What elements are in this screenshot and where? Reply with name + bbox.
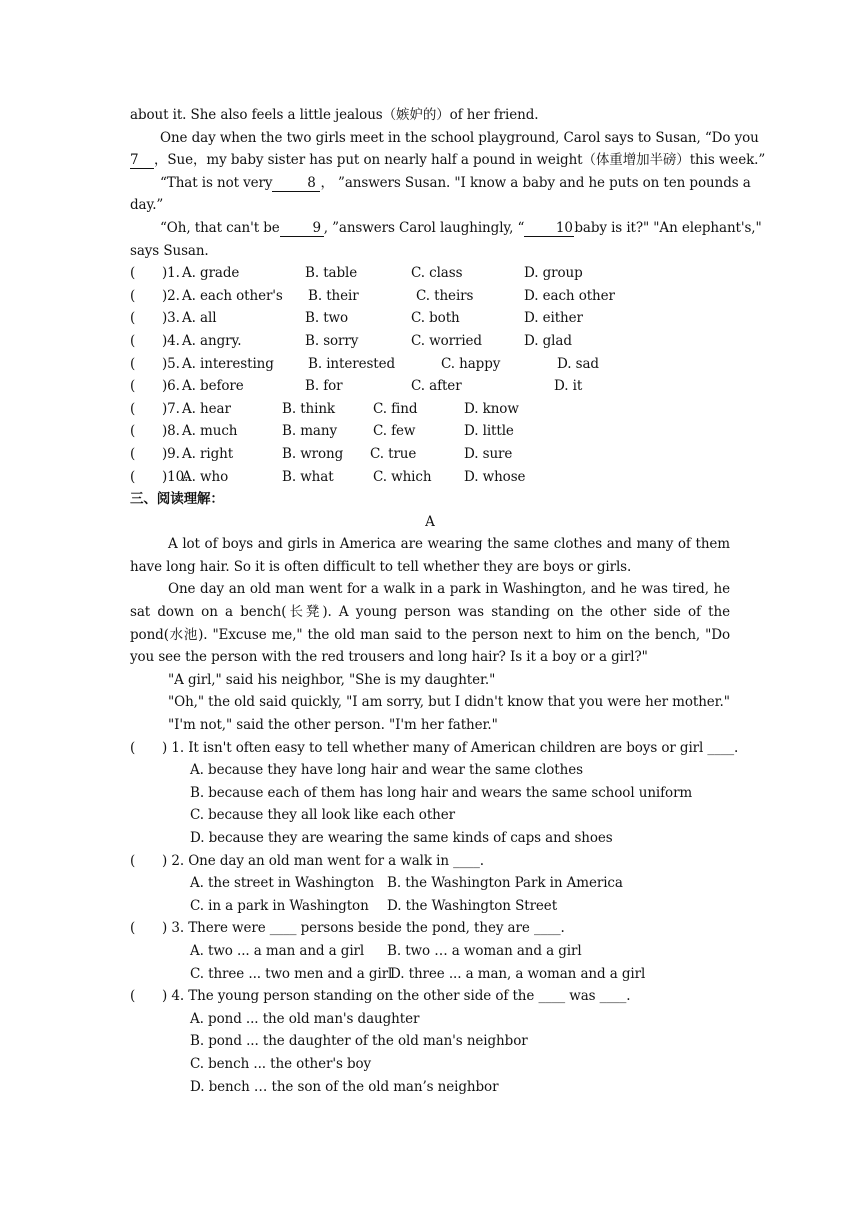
cloze-option: B. sorry — [305, 332, 359, 349]
passage-line — [130, 149, 766, 172]
passage-line — [130, 217, 762, 240]
cloze-option: C. after — [411, 378, 462, 395]
passage-paragraph: "I'm not," said the other person. "I'm her father." — [168, 717, 498, 734]
passage-line: One day when the two girls meet in the school playground, Carol says to Susan, “Do you — [160, 129, 759, 146]
cloze-option: B. wrong — [282, 445, 344, 462]
cloze-option: D. glad — [524, 332, 572, 349]
cloze-option: D. group — [524, 265, 583, 282]
cloze-number: ( )7. — [130, 400, 180, 417]
cloze-option: A. all — [182, 310, 217, 327]
question-option: A. two ... a man and a girl — [190, 942, 365, 959]
cloze-option: C. both — [411, 310, 460, 327]
cloze-option: D. sad — [557, 355, 599, 372]
cloze-option: D. whose — [464, 468, 526, 485]
cloze-number: ( )6. — [130, 378, 180, 395]
cloze-options — [130, 262, 730, 488]
cloze-option-row — [130, 285, 730, 308]
cloze-option: A. before — [182, 378, 244, 395]
question-option: C. bench ... the other's boy — [190, 1055, 372, 1072]
question-option: B. the Washington Park in America — [387, 875, 623, 892]
passage-line: day.” — [130, 197, 164, 214]
cloze-number: ( )9. — [130, 445, 180, 462]
question-option: A. pond ... the old man's daughter — [190, 1010, 420, 1027]
cloze-option: D. it — [554, 378, 583, 395]
passage-line: about it. She also feels a little jealous（嫉妒的）of her friend. — [130, 107, 539, 123]
question-stem: ( ) 4. The young person standing on the other side of the ____ was ____. — [130, 988, 631, 1005]
question-option: B. because each of them has long hair and wears the same school uniform — [190, 784, 693, 801]
cloze-option: B. table — [305, 265, 358, 282]
question-stem: ( ) 2. One day an old man went for a walk in ____. — [130, 852, 484, 869]
cloze-option: C. few — [373, 423, 416, 440]
question-option-row — [130, 940, 730, 963]
question-option: D. three ... a man, a woman and a girl — [390, 965, 646, 982]
question-option: C. because they all look like each other — [190, 807, 455, 824]
blank-7: 7 — [130, 152, 154, 169]
cloze-option: C. theirs — [416, 287, 474, 304]
question-stem: ( ) 1. It isn't often easy to tell whether many of American children are boys or girl ____. — [130, 739, 739, 756]
cloze-option-row — [130, 330, 730, 353]
document-content — [130, 104, 766, 1098]
cloze-option-row — [130, 307, 730, 330]
cloze-option: C. happy — [441, 355, 501, 372]
cloze-option: A. grade — [182, 265, 240, 282]
cloze-option: D. little — [464, 423, 514, 440]
cloze-option: C. class — [411, 265, 463, 282]
cloze-option: D. sure — [464, 445, 513, 462]
cloze-number: ( )8. — [130, 423, 180, 440]
cloze-option: B. interested — [308, 355, 396, 372]
cloze-number: ( )10. — [130, 468, 189, 485]
cloze-option: A. much — [182, 423, 238, 440]
passage-text: baby is it?" "An elephant's," — [574, 219, 762, 236]
cloze-option: B. their — [308, 287, 359, 304]
question-option-row — [130, 872, 730, 895]
cloze-option-row — [130, 375, 730, 398]
blank-9: 9 — [280, 220, 324, 237]
cloze-option: B. what — [282, 468, 334, 485]
cloze-option-row — [130, 353, 730, 376]
blank-10: 10 — [524, 220, 574, 237]
cloze-option: C. true — [370, 445, 417, 462]
question-stem: ( ) 3. There were ____ persons beside the pond, they are ____. — [130, 920, 565, 937]
cloze-number: ( )5. — [130, 355, 180, 372]
cloze-option-row — [130, 398, 730, 421]
question-option: D. because they are wearing the same kinds of caps and shoes — [190, 830, 613, 846]
cloze-option: C. find — [373, 400, 418, 417]
cloze-option: D. know — [464, 400, 519, 417]
passage-text: , ”answers Carol laughingly, “ — [323, 219, 525, 236]
cloze-option: B. many — [282, 423, 337, 440]
passage-line — [130, 172, 751, 195]
question-option: D. bench … the son of the old man’s neighbor — [190, 1078, 499, 1095]
cloze-option: B. for — [305, 378, 343, 395]
cloze-option-row — [130, 262, 730, 285]
cloze-option-row — [130, 466, 730, 489]
question-option-row — [130, 963, 730, 986]
section-heading: 三、阅读理解： — [130, 491, 224, 508]
question-option-row — [130, 895, 730, 918]
passage-text: ， ”answers Susan. "I know a baby and he puts on ten pounds a — [320, 174, 751, 191]
cloze-option: A. each other's — [182, 287, 283, 304]
cloze-option-row — [130, 420, 730, 443]
passage-paragraph: A lot of boys and girls in America are wearing the same clothes and many of them have long hair. So it is often difficult to tell whether they are boys or girls. — [130, 536, 730, 575]
cloze-option: C. worried — [411, 332, 482, 349]
cloze-option: A. hear — [182, 400, 231, 417]
cloze-option: D. either — [524, 310, 583, 327]
passage-text: “Oh, that can't be — [160, 219, 280, 236]
cloze-option: A. angry. — [182, 332, 242, 349]
passage-title: A — [425, 513, 435, 530]
cloze-option: B. two — [305, 310, 349, 327]
passage-paragraph: "A girl," said his neighbor, "She is my daughter." — [168, 671, 496, 688]
cloze-option: C. which — [373, 468, 432, 485]
cloze-number: ( )4. — [130, 332, 180, 349]
question-option: D. the Washington Street — [387, 897, 558, 914]
question-option: C. three ... two men and a girl — [190, 965, 393, 982]
cloze-option: A. right — [182, 445, 234, 462]
question-option: B. pond ... the daughter of the old man's neighbor — [190, 1033, 528, 1050]
passage-paragraph: One day an old man went for a walk in a park in Washington, and he was tired, he sat down on a bench(长凳). A young person was standing on the other side of the pond(水池). "Excuse me," the old man said to the person next to him on the bench, "Do you see the person with the red trousers and long hair? Is it a boy or a girl?" — [130, 581, 730, 666]
cloze-option: D. each other — [524, 287, 615, 304]
passage-text: “That is not very — [160, 174, 273, 191]
cloze-option: A. who — [182, 468, 229, 485]
question-option: A. because they have long hair and wear the same clothes — [190, 762, 583, 779]
cloze-option: A. interesting — [182, 355, 274, 372]
blank-8: 8 — [272, 175, 320, 192]
cloze-number: ( )2. — [130, 287, 180, 304]
cloze-option-row — [130, 443, 730, 466]
cloze-number: ( )1. — [130, 265, 180, 282]
question-option: C. in a park in Washington — [190, 897, 369, 914]
cloze-option: B. think — [282, 400, 336, 417]
passage-line: says Susan. — [130, 242, 209, 259]
cloze-number: ( )3. — [130, 310, 180, 327]
question-option: B. two … a woman and a girl — [387, 942, 582, 959]
passage-text: ，Sue，my baby sister has put on nearly half a pound in weight（体重增加半磅）this week.” — [154, 152, 766, 169]
question-option: A. the street in Washington — [190, 875, 375, 892]
passage-paragraph: "Oh," the old said quickly, "I am sorry, but I didn't know that you were her mother." — [168, 694, 730, 711]
